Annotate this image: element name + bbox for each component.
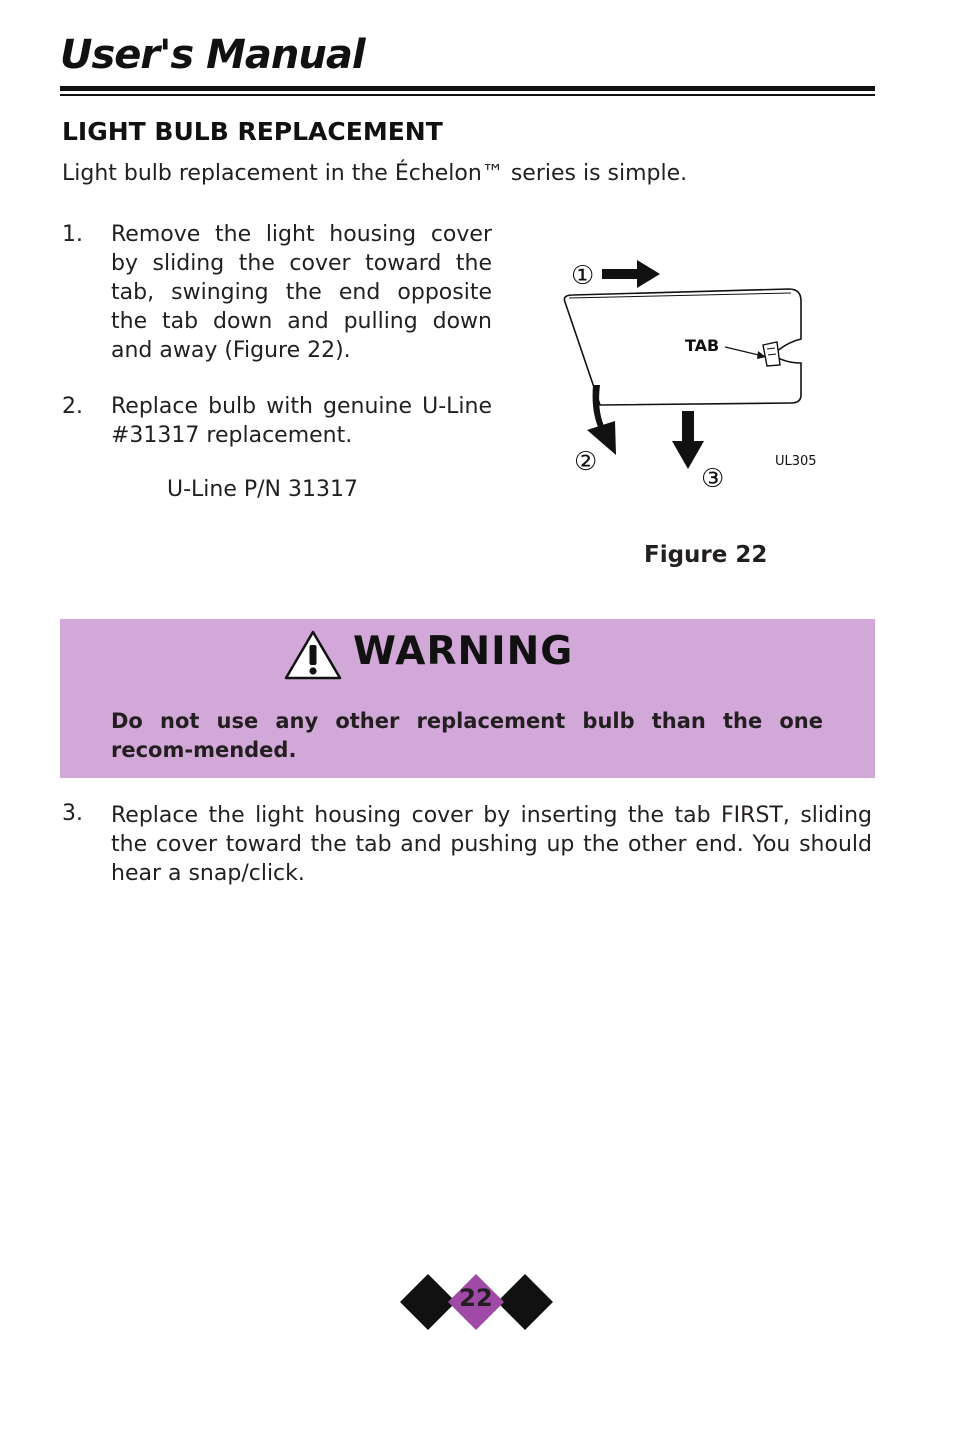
page-number: 22 <box>459 1284 493 1312</box>
step-number: 3. <box>62 801 83 826</box>
section-heading: LIGHT BULB REPLACEMENT <box>62 117 443 146</box>
part-number: U-Line P/N 31317 <box>167 477 358 502</box>
marker-1: ① <box>571 261 595 291</box>
warning-box <box>60 619 875 778</box>
arrow-down-icon <box>682 411 694 443</box>
diamond-left-icon <box>400 1274 456 1330</box>
marker-2: ② <box>574 447 598 477</box>
arrow-right-icon <box>602 260 660 288</box>
warning-title: WARNING <box>353 629 574 674</box>
tab-label: TAB <box>685 336 720 355</box>
step-text: Replace bulb with genuine U-Line #31317 replacement. <box>111 394 492 448</box>
figure-22-diagram <box>545 245 835 505</box>
step-number: 1. <box>62 222 83 247</box>
header-rule-thick <box>60 86 875 91</box>
marker-3: ③ <box>701 464 725 494</box>
step-text: Replace the light housing cover by inserting the tab FIRST, sliding the cover toward the tab and pushing up the other end. You should hear a snap/click. <box>111 803 872 886</box>
step-text: Remove the light housing cover by sliding the cover toward the tab, swinging the end opposite the tab down and pulling down and away (Figure 22). <box>111 222 492 363</box>
diamond-right-icon <box>497 1274 553 1330</box>
intro-text: Light bulb replacement in the Échelon™ series is simple. <box>62 161 688 186</box>
warning-text: Do not use any other replacement bulb than the one recom-mended. <box>111 709 823 762</box>
figure-code: UL305 <box>775 454 817 469</box>
header-rule-thin <box>60 94 875 96</box>
figure-caption: Figure 22 <box>644 542 768 568</box>
manual-title: User's Manual <box>60 32 365 78</box>
warning-triangle-icon <box>284 629 342 681</box>
step-number: 2. <box>62 394 83 419</box>
